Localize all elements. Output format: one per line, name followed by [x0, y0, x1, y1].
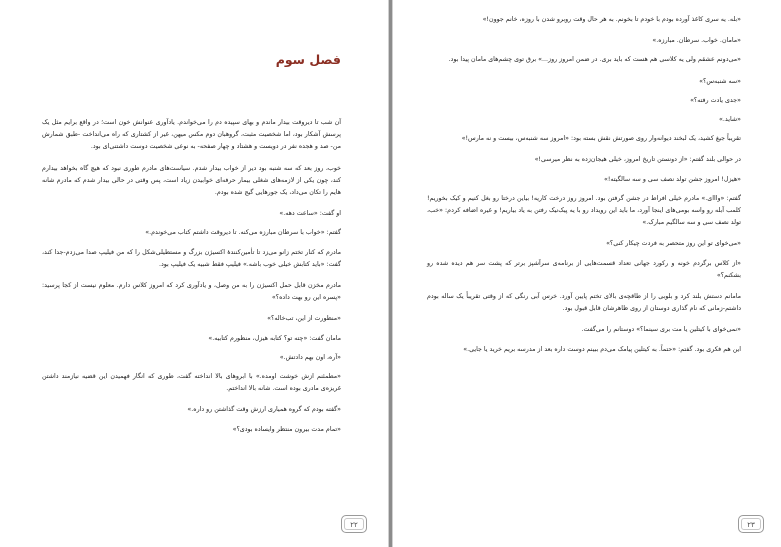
paragraph: «هیزل! امروز جشن تولد نصف سی و سه سالگیته!» [604, 175, 741, 183]
left-page-text [42, 117, 341, 443]
page-number-badge [341, 515, 367, 533]
paragraph: «سه شنبه‌س؟» [699, 77, 741, 85]
paragraph: مادرم که کنار تختم زانو می‌زد تا تأمین‌کنندهٔ اکسیژن بزرگ و مستطیلی‌شکل را که من فیلیپ صدا می‌زدم-جدا کند، گفت: «باید کتابش خیلی خوب باشه.» فیلیپ فقط شبیه یک فیلیپ بود. [42, 248, 341, 268]
page-number: ۲۳ [747, 521, 755, 529]
page-number-badge [738, 515, 764, 533]
paragraph: در حوالی بلند گفتم: «از دونستن تاریخ امروز، خیلی هیجان‌زده به نظر میرسی!» [534, 156, 741, 164]
paragraph: «بله. یه سری کاغذ آورده بودم با خودم تا بخونم. به هر حال وقت روبرو شدن با روزه، خانم جوون!» [482, 16, 741, 23]
paragraph: این هم فکری بود. گفتم: «حتماً. به کیتلین پیامک می‌دم ببینم دوست داره بعد از مدرسه بریم خرید یا جایی.» [463, 345, 741, 353]
chapter-title: فصل سوم [275, 52, 341, 67]
paragraph: «شاید.» [719, 116, 741, 124]
paragraph: گفتم: «خواب با سرطان مبارزه می‌کنه. تا دیروقت داشتم کتاب می‌خوندم.» [145, 229, 341, 237]
paragraph: آن شب تا دیروقت بیدار ماندم و بهای سپیده دم را می‌خواندم. یادآوری عنوانش خون است؛ در واقع برایم مثل یک پرسش آشکار بود، اما شخصیت مثبت، گروهبان دوم مکس میهن، غیر از کشتاری که راه می‌انداخت -طبق شمارش من- صد و هجده نفر در دویست و هشتاد و چهار صفحه- به نوعی شخصیت دوست داشتنی‌ای بود. [42, 119, 341, 151]
paragraph: «می‌خوای تو این روز متحصر به فردت چیکار کنی؟» [606, 240, 741, 248]
left-page [0, 0, 389, 547]
paragraph: «می‌دونم عشقم ولی یه کلاسی هم هست که باید بری. در ضمن امروز روز...» برق توی چشم‌های مامان پیدا بود. [448, 56, 741, 64]
paragraph: «آره، اون بهم دادتش.» [279, 353, 341, 361]
right-page-text [427, 14, 741, 365]
paragraph: تقریباً جیغ کشید، یک لبخند دیوانه‌وار روی صورتش نقش بسته بود: «امروز سه شنبه‌س، بیست و نه مارس!» [461, 135, 741, 143]
paragraph: مامانم دستش بلند کرد و بلوبی را از طاقچه‌ی بالای تختم پایین آورد. خرس آبی رنگی که از وقتی تقریباً یک ساله بودم داشتم-زمانی که نام گذاری دوستان از روی ظاهرشان قابل قبول بود. [427, 293, 741, 313]
paragraph: مامان گفت: «چته تو؟ کتابه هیزل، منظورم کتابیه.» [208, 334, 341, 342]
paragraph: «گفته بودم که گروه همیاری ارزش وقت گذاشتن رو داره.» [187, 406, 341, 414]
paragraph: مادرم مخزن قابل حمل اکسیژن را به من وصل، و یادآوری کرد که امروز کلاس دارم. معلوم نیست از کجا پرسید: «پسره این رو بهت داده؟» [42, 282, 341, 302]
paragraph: «نمی‌خوای با کیتلین یا مت بری سینما؟» دوستانم را می‌گفت. [581, 326, 741, 334]
paragraph: او گفت: «ساعت دهه.» [279, 210, 341, 218]
paragraph: گفتم: «وااای.» مادرم خیلی افراط در جشن گرفتن بود. امروز روز درخت کاریه! بیاین درختا رو بغل کنیم و کیک بخوریم! کلمب آبله رو واسه بومی‌های اینجا آورد، ما باید این رویداد رو با یه پیک‌نیک رفتن به یاد بیاریم! و غیره اضافه کردم: «خب، تولد نصف سی و سه سالگیم مبارک.» [427, 194, 741, 227]
right-page [392, 0, 781, 547]
paragraph: «منظورت از این، تب‌خاله؟» [267, 315, 341, 323]
paragraph: «از کلاس برگردم خونه و رکورد جهانی تعداد قسمت‌هایی از برنامه‌ی سرآشپز برتر که پشت سر هم دیده شده رو بشکنم؟» [427, 259, 741, 279]
paragraph: «تمام مدت بیرون منتظر وایساده بودی؟» [232, 425, 341, 433]
paragraph: «جدی یادت رفته؟» [690, 96, 741, 104]
paragraph: خوب، روز بعد که سه شنبه بود دیر از خواب بیدار شدم. سیاست‌های مادرم طوری نبود که هیچ گاه بخواهد بیدارم کند، چون یکی از لازمه‌های شغلی بیمار حرفه‌ای خوابیدن زیاد است، پس وقتی در حالی بیدار شدم که مادرم شانه هایم را تکان می‌داد، یک جورهایی گیج شده بودم. [42, 164, 341, 197]
paragraph: «مامان. خواب. سرطان. مبارزه.» [652, 37, 741, 45]
paragraph: «مطمئنم ازش خوشت اومده.» با ابروهای بالا انداخته گفت، طوری که انگار فهمیدن این قضیه نیازمند داشتن غریزه‌ی مادری بوده است. شانه بالا انداختم. [42, 373, 341, 393]
page-number: ۲۲ [350, 521, 358, 529]
